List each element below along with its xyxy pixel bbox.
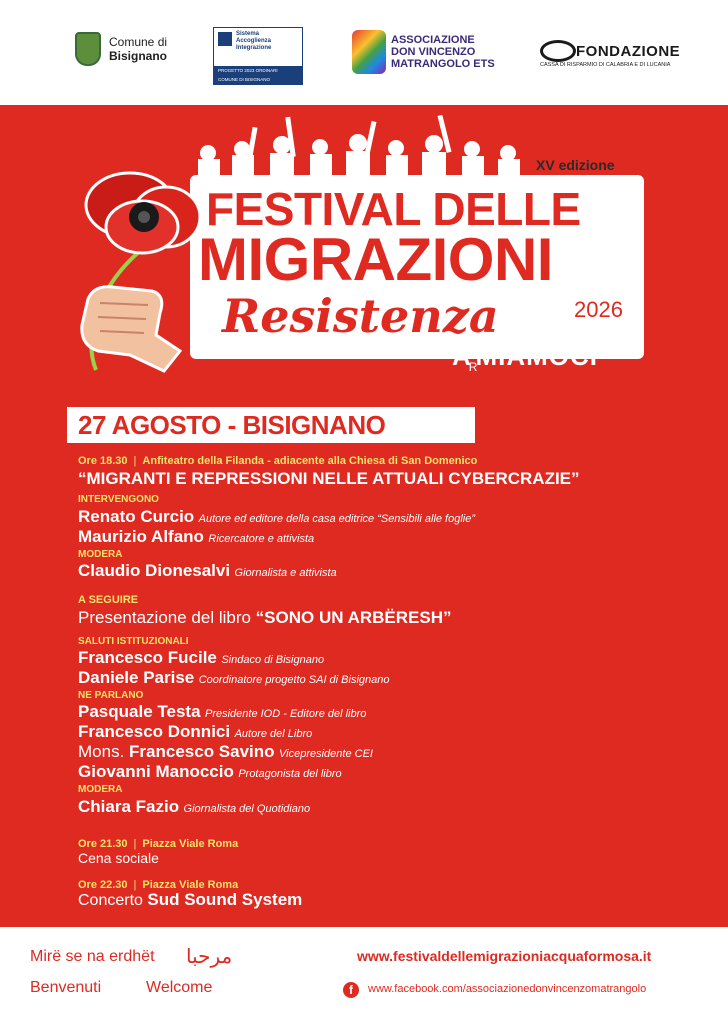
festival-title-line1: FESTIVAL DELLE (206, 183, 581, 235)
label-modera: MODERA (78, 549, 123, 560)
separator: | (133, 879, 137, 891)
festival-theme: Resistenza (222, 289, 499, 343)
event-3-name: Sud Sound System (147, 890, 303, 909)
greeting-1-role: Sindaco di Bisignano (221, 654, 325, 666)
venue-1: Anfiteatro della Filanda - adiacente alla Chiesa di San Domenico (142, 455, 478, 467)
event-date: 27 AGOSTO - BISIGNANO (78, 410, 386, 440)
event-3-prefix: Concerto (78, 892, 148, 909)
associazione-logo (352, 30, 495, 74)
panelist-3-prefix: Mons. (78, 742, 130, 761)
facebook-link[interactable]: www.facebook.com/associazionedonvincenzomatrangolo (368, 983, 647, 995)
speaker-1-role: Autore ed editore della casa editrice “Sensibili alle foglie” (198, 513, 476, 525)
website-link[interactable]: www.festivaldellemigrazioniacquaformosa.it (357, 948, 652, 964)
separator: | (133, 455, 137, 467)
event-3 (78, 890, 728, 910)
label-modera: MODERA (78, 784, 123, 795)
tagline (452, 341, 598, 374)
greeting-1-name: Francesco Fucile (78, 648, 217, 667)
panelist-row (78, 762, 728, 782)
sai-header-3: Integrazione (236, 45, 272, 51)
sai-header-1: Sistema (236, 31, 260, 37)
panelist-3-role: Vicepresidente CEI (279, 748, 373, 760)
moderator-row (78, 561, 728, 581)
label-saluti: SALUTI ISTITUZIONALI (78, 636, 189, 647)
poppy-fist-icon (60, 165, 220, 385)
speaker-2-role: Ricercatore e attivista (208, 533, 315, 545)
edition-label: XV edizione (536, 157, 615, 173)
panelist-row (78, 702, 728, 722)
assoc-line1: ASSOCIAZIONE (391, 34, 475, 46)
moderator-1-role: Giornalista e attivista (234, 567, 337, 579)
panelist-2-role: Autore del Libro (234, 728, 313, 740)
crowd-silhouette-icon (190, 115, 530, 177)
comune-line1: Comune di (109, 35, 168, 49)
fondazione-name: FONDAZIONE (576, 42, 681, 60)
fondazione-subtitle: CASSA DI RISPARMIO DI CALABRIA E DI LUCANIA (540, 62, 671, 68)
moderator-2-role: Giornalista del Quotidiano (183, 803, 311, 815)
tagline-r: R (468, 360, 479, 374)
speaker-2-name: Maurizio Alfano (78, 527, 204, 546)
moderator-2-name: Chiara Fazio (78, 797, 180, 816)
moderator-1-name: Claudio Dionesalvi (78, 561, 231, 580)
book-prefix: Presentazione del libro (78, 608, 256, 627)
festival-title-line2: MIGRAZIONI (198, 226, 553, 293)
comune-bisignano-logo (75, 32, 167, 66)
welcome-english: Welcome (146, 979, 213, 996)
welcome-italian: Benvenuti (30, 979, 102, 996)
raised-hands-icon (352, 30, 386, 74)
panelist-row (78, 722, 728, 742)
label-ne-parlano: NE PARLANO (78, 690, 144, 701)
comune-line2: Bisignano (109, 49, 168, 63)
panelist-1-role: Presidente IOD - Editore del libro (204, 708, 367, 720)
facebook-icon[interactable]: f (343, 982, 359, 998)
greeting-2-name: Daniele Parise (78, 668, 195, 687)
partner-logos (0, 0, 728, 105)
separator: | (133, 838, 137, 850)
time-2: Ore 21.30 (78, 838, 128, 850)
assoc-line3: MATRANGOLO ETS (391, 58, 495, 70)
sai-header-2: Accoglienza (236, 38, 272, 44)
book-title: “SONO UN ARBËRESH” (255, 608, 452, 627)
greeting-row (78, 668, 728, 688)
greeting-2-role: Coordinatore progetto SAI di Bisignano (198, 674, 390, 686)
sai-footer-2: COMUNE DI BISIGNANO (218, 77, 271, 82)
coat-of-arms-icon (75, 32, 101, 66)
speaker-row (78, 527, 728, 547)
speaker-1-name: Renato Curcio (78, 507, 195, 526)
assoc-line2: DON VINCENZO (391, 46, 476, 58)
schedule-row-1 (78, 451, 728, 469)
panelist-row (78, 742, 728, 762)
festival-year: 2026 (574, 297, 623, 322)
greeting-row (78, 648, 728, 668)
welcome-albanian: Mirë se na erdhët (30, 948, 155, 965)
poster-body (0, 105, 728, 927)
sai-footer-1: PROGETTO 2023 ORDINARI (218, 68, 278, 73)
panelist-4-role: Protagonista del libro (238, 768, 342, 780)
footer (0, 927, 728, 1024)
talk-title: “MIGRANTI E REPRESSIONI NELLE ATTUALI CYBERCRAZIE” (78, 469, 580, 488)
speaker-row (78, 507, 728, 527)
tagline-rest: MIAMOCI (475, 341, 598, 371)
panelist-4-name: Giovanni Manoccio (78, 762, 234, 781)
time-1: Ore 18.30 (78, 455, 128, 467)
welcome-arabic: مرحبا (186, 944, 233, 968)
sai-logo (213, 27, 303, 85)
moderator-row (78, 797, 728, 817)
venue-3: Piazza Viale Roma (142, 879, 239, 891)
fondazione-mark-icon (540, 40, 576, 62)
panelist-3-name: Francesco Savino (129, 742, 275, 761)
label-intervengono: INTERVENGONO (78, 494, 159, 505)
book-presentation (78, 608, 728, 628)
label-a-seguire: A SEGUIRE (78, 594, 139, 606)
event-2: Cena sociale (78, 850, 159, 866)
sai-mark-icon (218, 32, 232, 46)
tagline-a: A (452, 341, 472, 371)
venue-2: Piazza Viale Roma (142, 838, 239, 850)
fondazione-logo (540, 40, 680, 68)
panelist-2-name: Francesco Donnici (78, 722, 231, 741)
panelist-1-name: Pasquale Testa (78, 702, 201, 721)
time-3: Ore 22.30 (78, 879, 128, 891)
